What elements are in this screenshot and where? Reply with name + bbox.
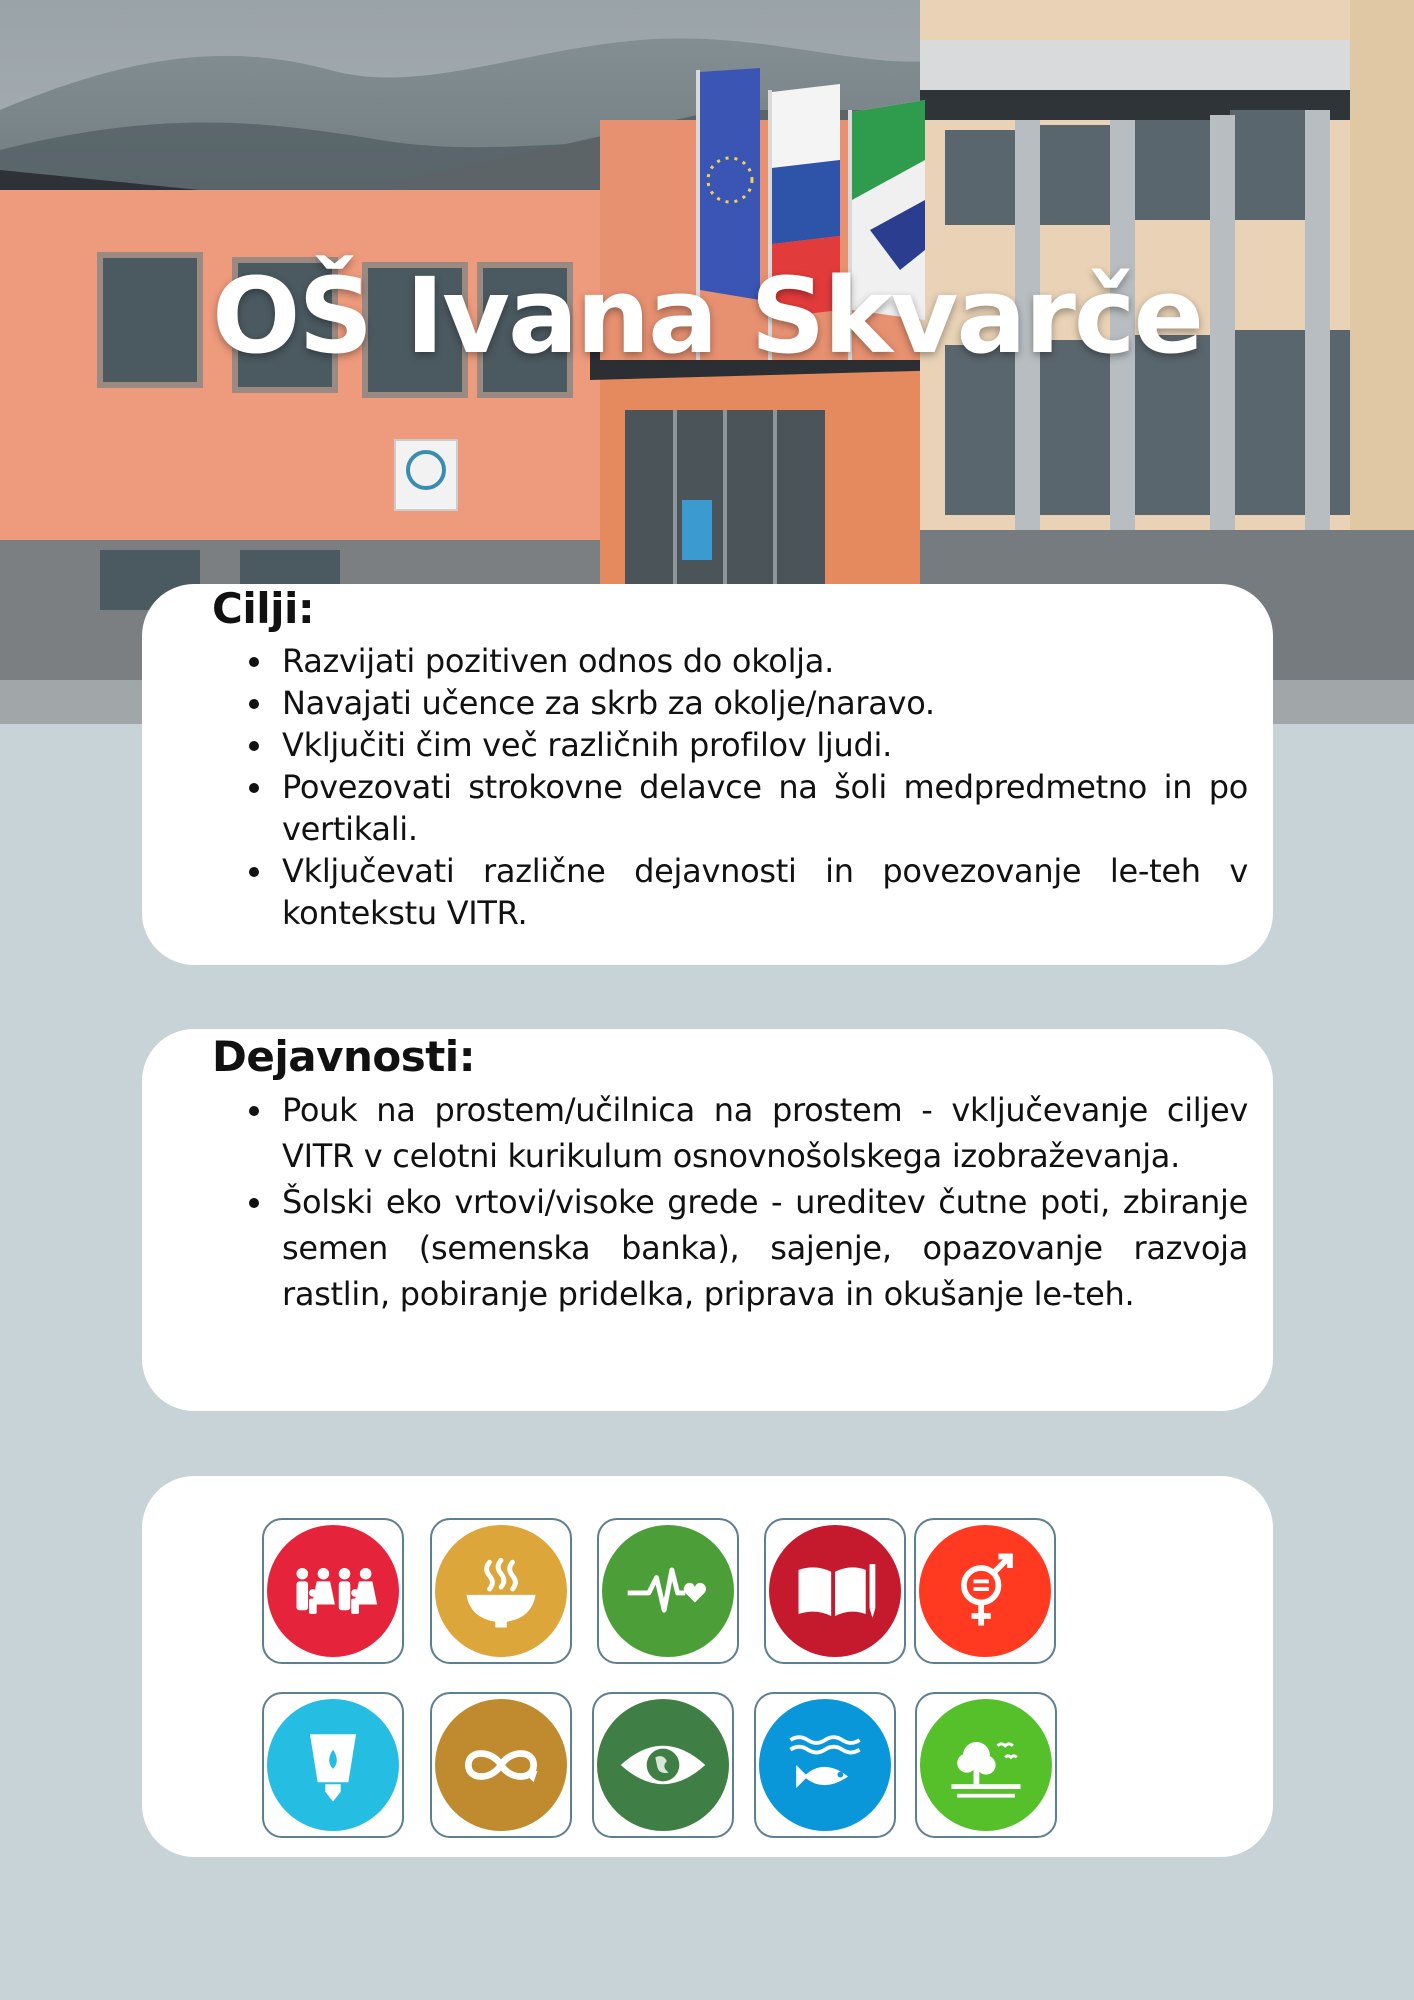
sdg-tile (597, 1518, 739, 1664)
life-below-water-icon (759, 1699, 891, 1831)
good-health-icon (602, 1525, 734, 1657)
goal-item: • Vključevati različne dejavnosti in povezovanje le-teh v kontekstu VITR. (276, 850, 1248, 934)
gender-equality-icon (919, 1525, 1051, 1657)
activities-list (226, 1087, 1248, 1317)
climate-action-icon (597, 1699, 729, 1831)
activities-card (142, 1029, 1273, 1411)
sdg-tile (430, 1518, 572, 1664)
activity-item: • Šolski eko vrtovi/visoke grede - ureditev čutne poti, zbiranje semen (semenska banka), sajenje, opazovanje razvoja rastlin, pobiranje pridelka, priprava in okušanje le-teh. (276, 1179, 1248, 1317)
sdg-tile (764, 1518, 906, 1664)
goal-item: • Vključiti čim več različnih profilov ljudi. (276, 724, 1248, 766)
sdg-tile (430, 1692, 572, 1838)
goal-item: • Navajati učence za skrb za okolje/naravo. (276, 682, 1248, 724)
sdg-tile (262, 1518, 404, 1664)
clean-water-icon (267, 1699, 399, 1831)
activities-heading: Dejavnosti: (212, 1032, 475, 1081)
sdg-icons-card (142, 1476, 1273, 1857)
responsible-consumption-icon (435, 1699, 567, 1831)
activity-item: • Pouk na prostem/učilnica na prostem - vključevanje ciljev VITR v celotni kurikulum osnovnošolskega izobraževanja. (276, 1087, 1248, 1179)
life-on-land-icon (920, 1699, 1052, 1831)
goal-item: • Razvijati pozitiven odnos do okolja. (276, 640, 1248, 682)
goals-list (226, 640, 1248, 934)
sdg-icon-grid (262, 1518, 1082, 1818)
sdg-tile (262, 1692, 404, 1838)
sdg-tile (915, 1692, 1057, 1838)
sdg-tile (914, 1518, 1056, 1664)
page-title: OŠ Ivana Skvarče (211, 255, 1203, 377)
goals-heading: Cilji: (212, 584, 315, 633)
goal-item: • Povezovati strokovne delavce na šoli medpredmetno in po vertikali. (276, 766, 1248, 850)
quality-education-icon (769, 1525, 901, 1657)
zero-hunger-icon (435, 1525, 567, 1657)
sdg-tile (592, 1692, 734, 1838)
goals-card (142, 584, 1273, 965)
sdg-tile (754, 1692, 896, 1838)
no-poverty-icon (267, 1525, 399, 1657)
